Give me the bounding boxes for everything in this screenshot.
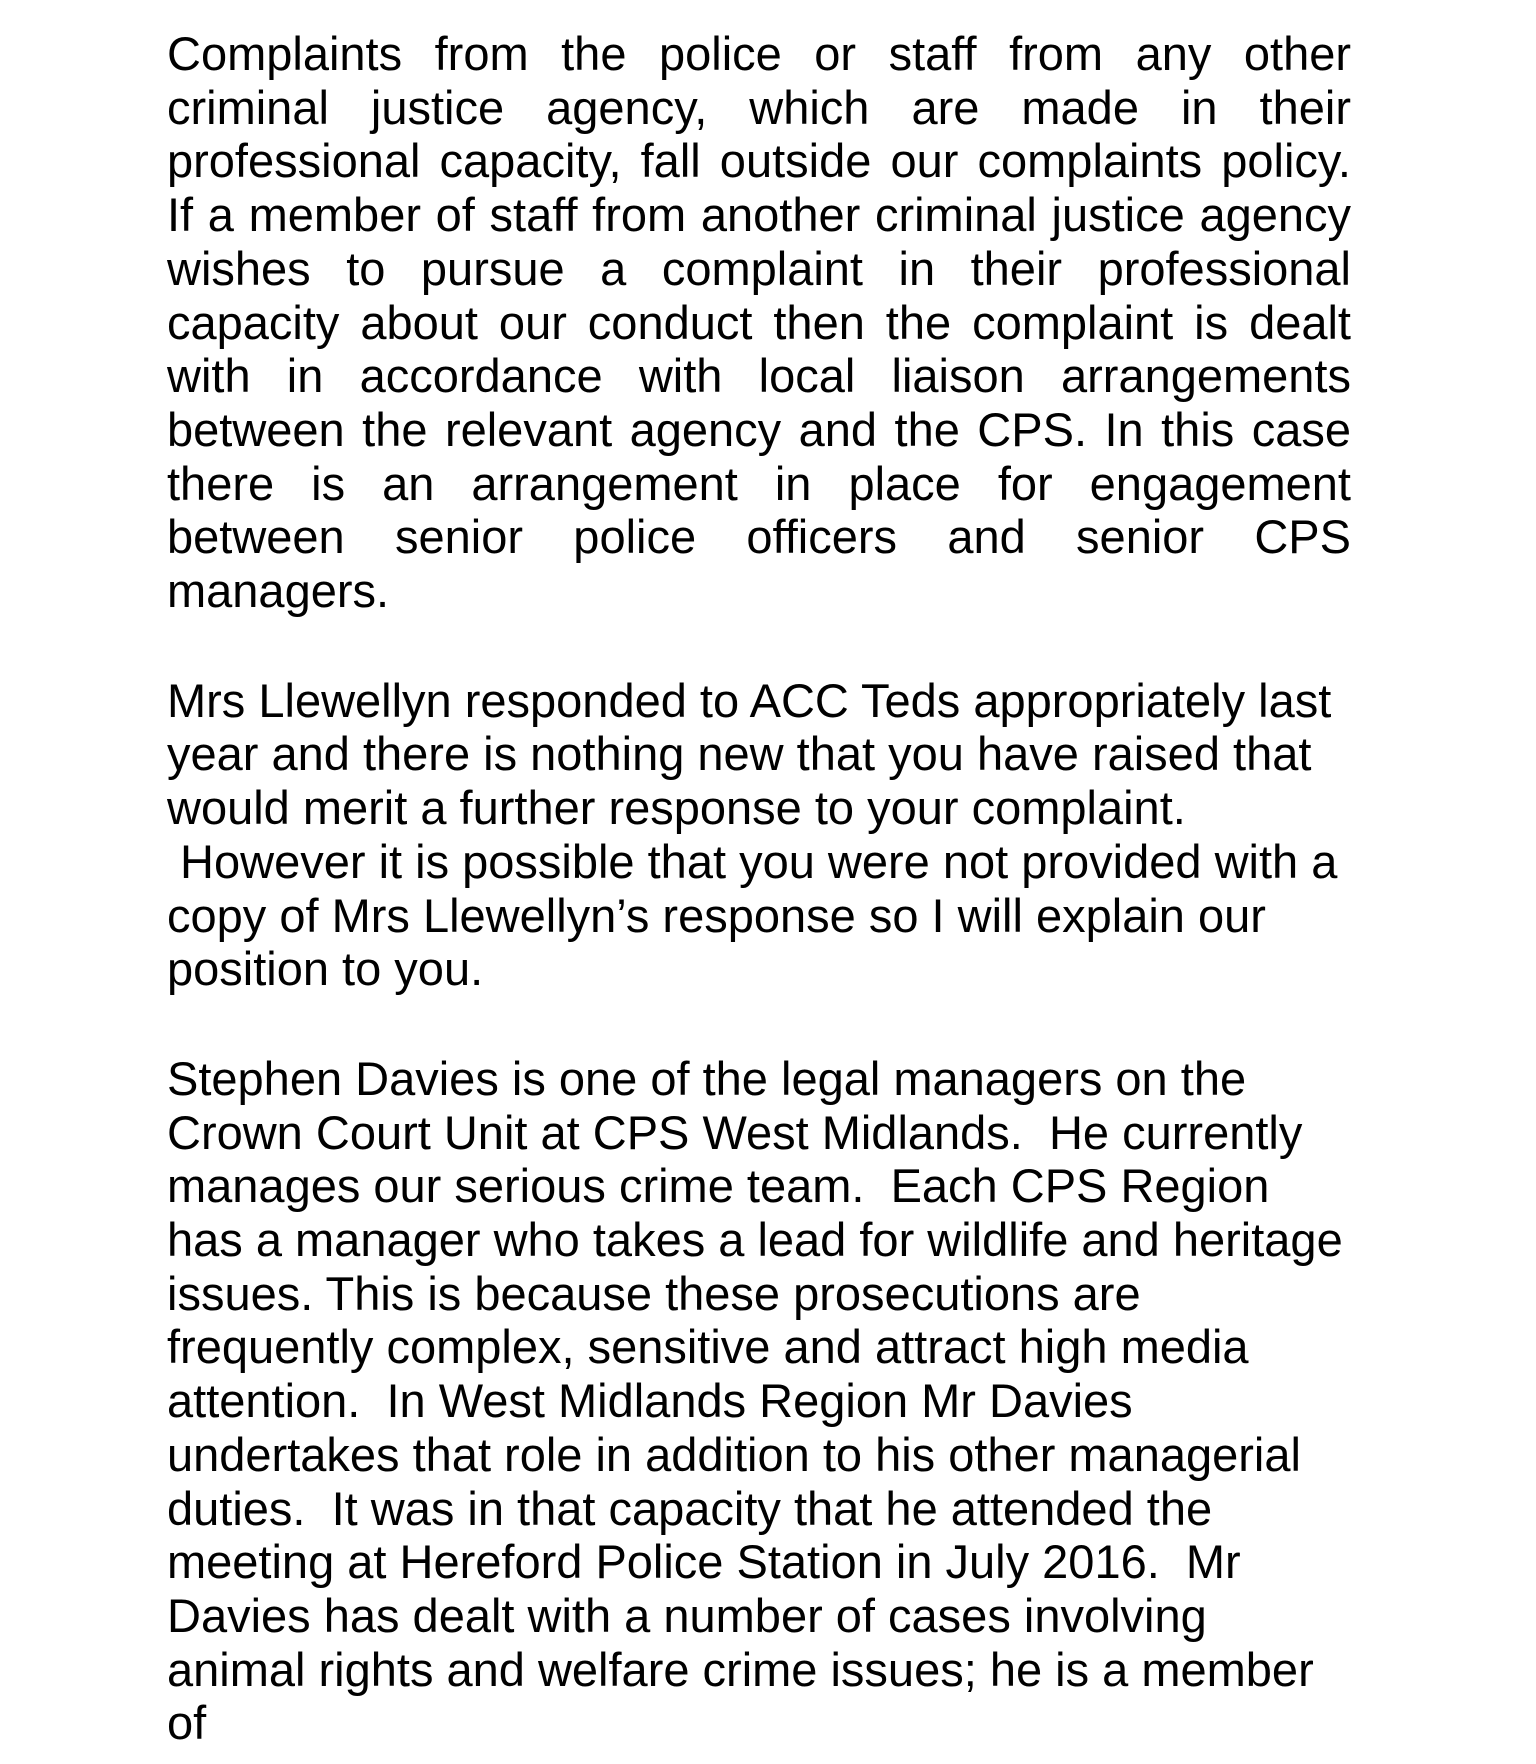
text-line: However it is possible that you were not provided with a	[167, 834, 1338, 888]
text-line: animal rights and welfare crime issues; he is a member	[167, 1642, 1314, 1696]
text-line: professional capacity, fall outside our complaints policy.	[167, 134, 1351, 188]
text-line: with in accordance with local liaison arrangements	[167, 349, 1351, 403]
paragraph-stephen-davies	[167, 1052, 1351, 1750]
text-line: year and there is nothing new that you have raised that	[167, 727, 1312, 781]
text-line: Mrs Llewellyn responded to ACC Teds appropriately last	[167, 673, 1332, 727]
text-line: If a member of staff from another criminal justice agency	[167, 188, 1351, 242]
text-line: manages our serious crime team. Each CPS Region	[167, 1159, 1270, 1213]
text-line: between the relevant agency and the CPS. In this case	[167, 402, 1351, 456]
text-line: attention. In West Midlands Region Mr Davies	[167, 1374, 1133, 1428]
text-line: wishes to pursue a complaint in their professional	[167, 241, 1351, 295]
text-line: there is an arrangement in place for engagement	[167, 456, 1351, 510]
text-line: has a manager who takes a lead for wildlife and heritage	[167, 1213, 1343, 1267]
text-line: between senior police officers and senior CPS	[167, 510, 1351, 564]
text-line: meeting at Hereford Police Station in July 2016. Mr	[167, 1535, 1241, 1589]
paragraph-complaints-policy	[167, 27, 1351, 618]
text-line: Crown Court Unit at CPS West Midlands. He currently	[167, 1105, 1303, 1159]
text-line: of	[167, 1696, 207, 1750]
text-line: Stephen Davies is one of the legal managers on the	[167, 1051, 1247, 1105]
text-line: criminal justice agency, which are made in their	[167, 80, 1351, 134]
paragraph-llewellyn-response	[167, 674, 1351, 996]
text-line: Complaints from the police or staff from any other	[167, 27, 1351, 80]
text-line: managers.	[167, 564, 390, 618]
text-line: capacity about our conduct then the complaint is dealt	[167, 295, 1351, 349]
text-line: position to you.	[167, 942, 484, 996]
text-line: undertakes that role in addition to his other managerial	[167, 1427, 1301, 1481]
text-line: issues. This is because these prosecutions are	[167, 1266, 1141, 1320]
text-line: frequently complex, sensitive and attract high media	[167, 1320, 1249, 1374]
text-line: duties. It was in that capacity that he attended the	[167, 1481, 1213, 1535]
text-line: copy of Mrs Llewellyn’s response so I will explain our	[167, 888, 1266, 942]
text-line: Davies has dealt with a number of cases involving	[167, 1588, 1207, 1642]
text-line: would merit a further response to your complaint.	[167, 781, 1186, 835]
